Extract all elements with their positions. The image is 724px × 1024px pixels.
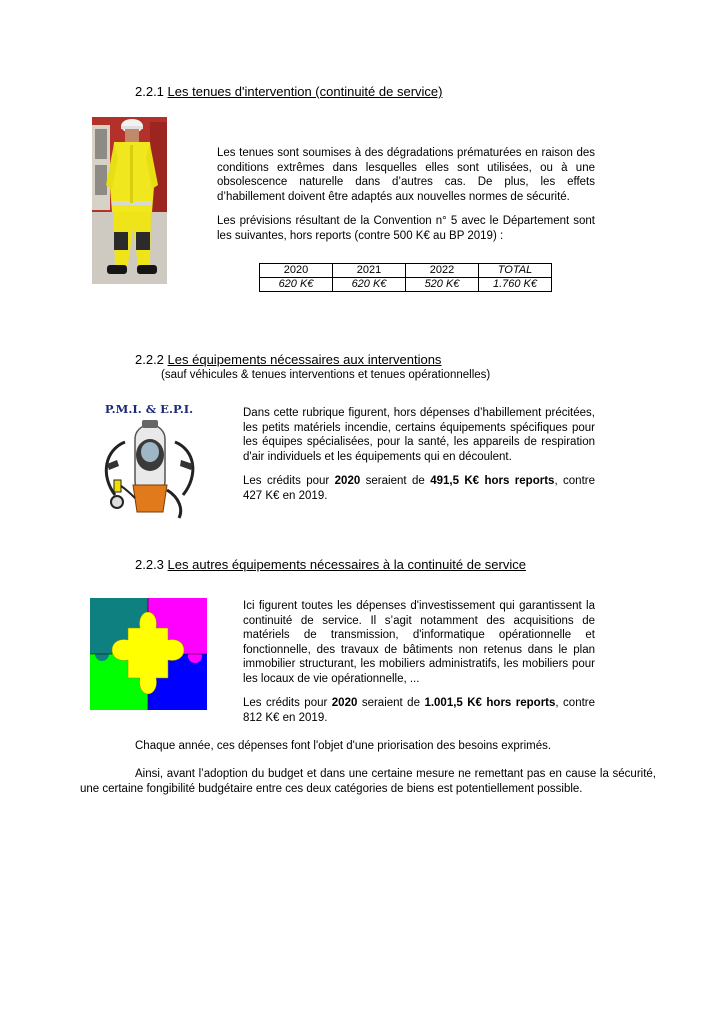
section1-paragraph2: Les prévisions résultant de la Convention n° 5 avec le Département sont les suivantes, hors reports (contre 500 K€ au BP 2019) : — [217, 215, 595, 242]
section3-paragraph2 — [243, 696, 595, 725]
table-header-cell: 2021 — [333, 264, 406, 278]
bold-year: 2020 — [334, 475, 361, 487]
table-header-cell: TOTAL — [479, 264, 552, 278]
section-title: Les tenues d'intervention (continuité de service) — [167, 84, 443, 99]
closing-paragraph1: Chaque année, ces dépenses font l'objet d'une priorisation des besoins exprimés. — [135, 740, 552, 752]
text-fragment: seraient de — [360, 475, 431, 487]
bold-amount: 491,5 K€ hors reports — [430, 475, 555, 487]
firefighter-photo — [92, 117, 167, 284]
table-header-row — [260, 264, 552, 278]
section3-paragraph1: Ici figurent toutes les dépenses d'investissement qui garantissent la continuité de service. Il s’agit notamment des acquisitions de matériels de transmission, d'informatique opérationnelle et fonctionnelle, des travaux de bâtiments non retenus dans le plan immobilier structurant, les mobiliers administratifs, les mobiliers pour les locaux de vie opérationnelle, ... — [243, 600, 595, 685]
section-heading-2-2-3 — [135, 557, 526, 573]
puzzle-image — [90, 598, 207, 710]
bold-amount: 1.001,5 K€ hors reports — [424, 697, 556, 709]
text-fragment: , contre 812 K€ en 2019. — [243, 697, 596, 724]
image-label: P.M.I. & E.P.I. — [104, 402, 194, 416]
table-row — [260, 278, 552, 292]
section2-text — [243, 406, 595, 513]
breathing-apparatus-image — [95, 402, 205, 520]
section-number: 2.2.1 — [135, 84, 164, 99]
text-fragment: , contre 427 K€ en 2019. — [243, 475, 596, 502]
bold-year: 2020 — [331, 697, 358, 709]
section3-text — [243, 599, 595, 735]
table-cell: 620 K€ — [260, 278, 333, 292]
scba-icon — [95, 420, 205, 520]
section-title: Les autres équipements nécessaires à la continuité de service — [167, 557, 526, 572]
table-header-cell: 2020 — [260, 264, 333, 278]
section-number: 2.2.3 — [135, 557, 164, 572]
forecast-table — [259, 263, 552, 292]
section-number: 2.2.2 — [135, 352, 164, 367]
table-cell: 620 K€ — [333, 278, 406, 292]
section-heading-2-2-2 — [135, 352, 441, 368]
table-cell: 1.760 K€ — [479, 278, 552, 292]
section-heading-2-2-1 — [135, 84, 442, 100]
section2-paragraph1: Dans cette rubrique figurent, hors dépenses d’habillement précitées, les petits matériels incendie, certains équipements spécifiques pour les équipes spécialisées, pour la santé, les appareils de respiration d'air individuels et les équipements qui en découlent. — [243, 407, 595, 463]
closing-paragraph2: Ainsi, avant l’adoption du budget et dans une certaine mesure ne remettant pas en cause la sécurité, une certaine fongibilité budgétaire entre ces deux catégories de biens est potentiellement possible. — [80, 768, 656, 795]
table-header-cell: 2022 — [406, 264, 479, 278]
section-subtitle: (sauf véhicules & tenues interventions et tenues opérationnelles) — [161, 369, 491, 381]
section2-paragraph2 — [243, 474, 595, 503]
text-fragment: Les crédits pour — [243, 475, 335, 487]
puzzle-icon — [90, 598, 207, 710]
section1-text — [217, 146, 595, 253]
text-fragment: Les crédits pour — [243, 697, 332, 709]
text-fragment: seraient de — [357, 697, 425, 709]
section-title: Les équipements nécessaires aux interventions — [167, 352, 442, 367]
table-cell: 520 K€ — [406, 278, 479, 292]
section1-paragraph1: Les tenues sont soumises à des dégradations prématurées en raison des conditions extrêmes dans lesquelles elles sont utilisées, ou à une obsolescence naturelle dans d’autres cas. De plus, les effets d’habillement doivent être adaptés aux nouvelles normes de sécurité. — [217, 147, 595, 203]
